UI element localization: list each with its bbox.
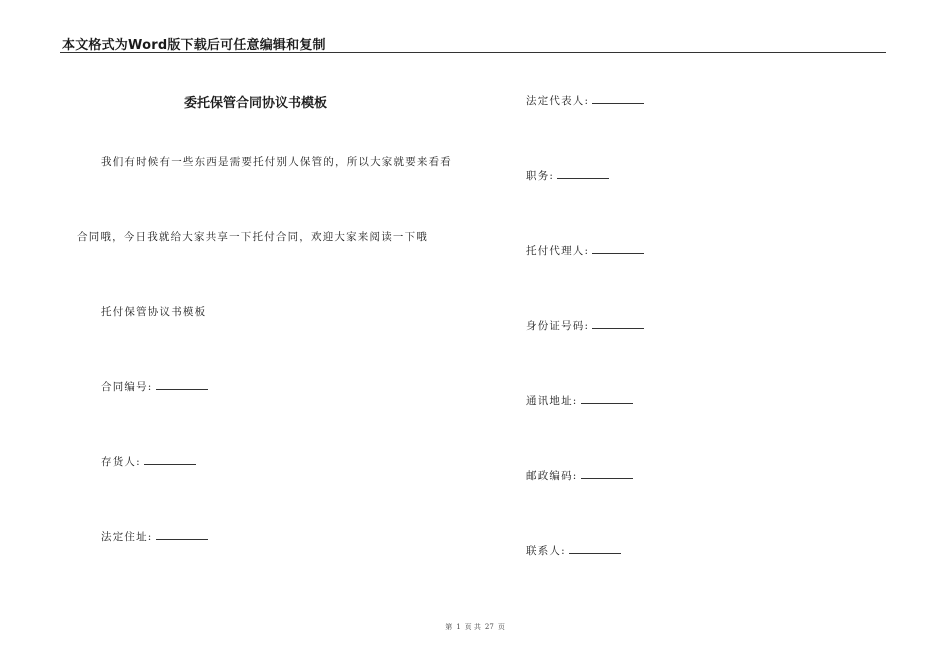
intro-line-2: 合同哦，今日我就给大家共享一下托付合同，欢迎大家来阅读一下哦	[77, 231, 428, 243]
contact-label: 联系人:	[526, 545, 566, 557]
id-number-field	[526, 318, 644, 333]
id-number-label: 身份证号码:	[526, 320, 590, 332]
mail-address-blank	[581, 394, 633, 404]
position-field	[526, 168, 609, 183]
page-mid: 页 共	[464, 623, 481, 631]
legal-representative-field	[526, 93, 644, 108]
legal-representative-label: 法定代表人:	[526, 95, 590, 107]
contract-number-field	[101, 379, 208, 394]
contract-number-label: 合同编号:	[101, 381, 153, 393]
mail-address-field	[526, 393, 633, 408]
mail-address-label: 通讯地址:	[526, 395, 578, 407]
depositor-label: 存货人:	[101, 456, 141, 468]
contact-blank	[569, 544, 621, 554]
legal-address-field	[101, 529, 208, 544]
page-suffix: 页	[497, 623, 505, 631]
intro-line-1: 我们有时候有一些东西是需要托付别人保管的，所以大家就要来看看	[101, 156, 452, 168]
postal-code-label: 邮政编码:	[526, 470, 578, 482]
page-prefix: 第	[445, 623, 453, 631]
postal-code-blank	[581, 469, 633, 479]
postal-code-field	[526, 468, 633, 483]
agent-field	[526, 243, 644, 258]
document-header: 本文格式为Word版下载后可任意编辑和复制	[62, 38, 326, 53]
position-label: 职务:	[526, 170, 555, 182]
depositor-field	[101, 454, 196, 469]
contact-field	[526, 543, 621, 558]
legal-address-label: 法定住址:	[101, 531, 153, 543]
legal-address-blank	[156, 530, 208, 540]
subtitle: 托付保管协议书模板	[101, 306, 207, 318]
page-indicator	[0, 622, 950, 632]
page-total: 27	[484, 623, 494, 631]
legal-representative-blank	[592, 94, 644, 104]
position-blank	[557, 169, 609, 179]
document-title: 委托保管合同协议书模板	[184, 96, 328, 111]
contract-number-blank	[156, 380, 208, 390]
page-current: 1	[456, 623, 461, 631]
agent-label: 托付代理人:	[526, 245, 590, 257]
depositor-blank	[144, 455, 196, 465]
agent-blank	[592, 244, 644, 254]
id-number-blank	[592, 319, 644, 329]
header-divider	[60, 52, 886, 53]
